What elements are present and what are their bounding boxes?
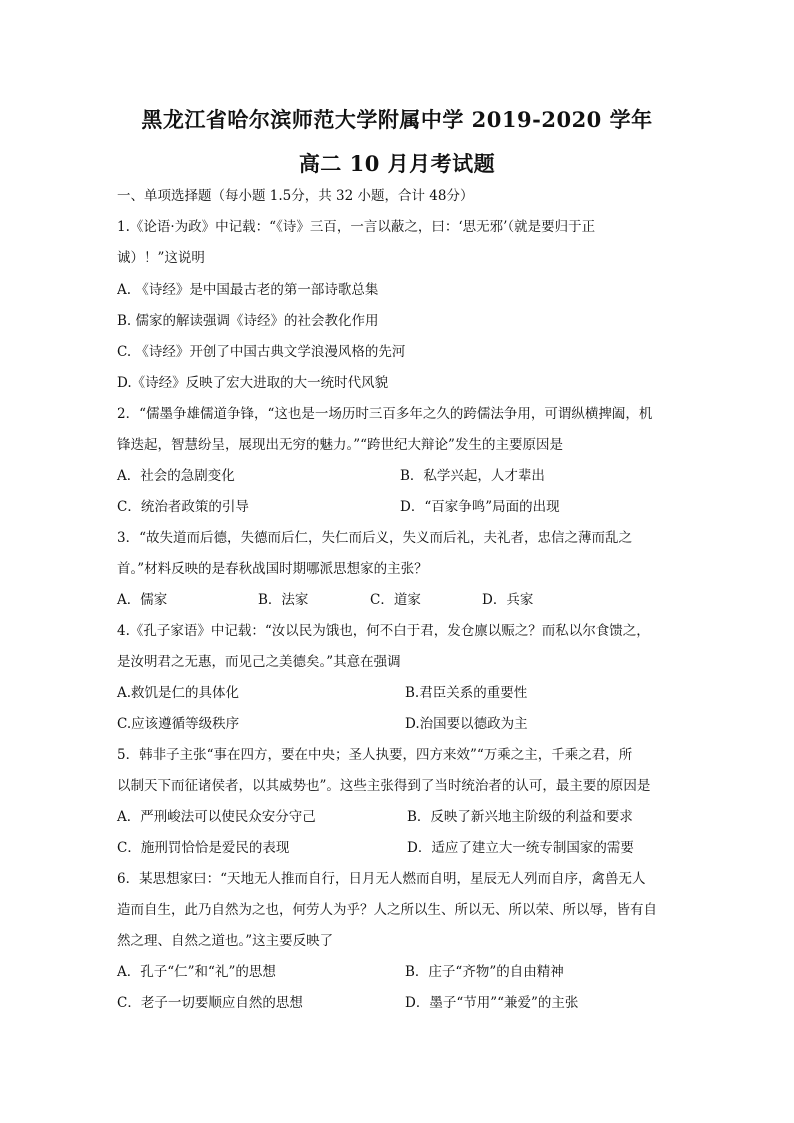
- question-4-option-b: B.君臣关系的重要性: [405, 685, 528, 701]
- question-5-stem-line-2: 以制天下而征诸侯者，以其威势也”。这些主张得到了当时统治者的认可，最主要的原因是: [117, 778, 651, 794]
- question-4-stem-line-1: 4.《孔子家语》中记载：“汝以民为饿也，何不白于君，发仓廪以赈之？而私以尔食馈之，: [117, 623, 650, 639]
- question-4-option-a: A.救饥是仁的具体化: [117, 685, 240, 701]
- question-6-option-b: B．庄子“齐物”的自由精神: [405, 964, 564, 980]
- question-1-option-d: D.《诗经》反映了宏大进取的大一统时代风貌: [117, 375, 389, 391]
- question-3-stem-line-1: 3．“故失道而后德，失德而后仁，失仁而后义，失义而后礼，夫礼者，忠信之薄而乱之: [117, 530, 632, 546]
- question-3-stem-line-2: 首。”材料反映的是春秋战国时期哪派思想家的主张？: [117, 561, 428, 577]
- question-5-option-c: C．施刑罚恰恰是爱民的表现: [117, 840, 290, 856]
- question-1-option-a: A. 《诗经》是中国最古老的第一部诗歌总集: [117, 282, 379, 298]
- question-4-stem-line-2: 是汝明君之无惠，而见己之美德矣。”其意在强调: [117, 654, 401, 670]
- question-1-option-b: B. 儒家的解读强调《诗经》的社会教化作用: [117, 313, 379, 329]
- question-3-option-d: D．兵家: [482, 592, 534, 608]
- question-6-option-c: C．老子一切要顺应自然的思想: [117, 995, 303, 1011]
- exam-subtitle: 高二 10 月月考试题: [298, 151, 496, 176]
- question-6-stem-line-1: 6．某思想家曰：“天地无人推而自行，日月无人燃而自明，星辰无人列而自序，禽兽无人: [117, 871, 646, 887]
- question-4-option-d: D.治国要以德政为主: [405, 716, 528, 732]
- question-3-option-b: B．法家: [258, 592, 309, 608]
- question-5-option-d: D．适应了建立大一统专制国家的需要: [407, 840, 634, 856]
- question-1-option-c: C. 《诗经》开创了中国古典文学浪漫风格的先河: [117, 344, 406, 360]
- question-1-stem-line-1: 1.《论语·为政》中记载：“《诗》三百，一言以蔽之，曰：‘思无邪’（就是要归于正: [117, 219, 596, 235]
- question-6-stem-line-3: 然之理、自然之道也。”这主要反映了: [117, 933, 334, 949]
- question-5-option-b: B．反映了新兴地主阶级的利益和要求: [407, 809, 633, 825]
- question-2-stem-line-2: 锋迭起，智慧纷呈，展现出无穷的魅力。”“跨世纪大辩论”发生的主要原因是: [117, 437, 563, 453]
- question-3-option-a: A．儒家: [117, 592, 168, 608]
- question-6-stem-line-2: 造而自生，此乃自然为之也，何劳人为乎？人之所以生、所以无、所以荣、所以辱，皆有自: [117, 902, 657, 918]
- question-5-stem-line-1: 5．韩非子主张“事在四方，要在中央；圣人执要，四方来效”“万乘之主，千乘之君，所: [117, 747, 633, 763]
- question-2-option-b: B．私学兴起，人才辈出: [400, 468, 545, 484]
- question-4-option-c: C.应该遵循等级秩序: [117, 716, 240, 732]
- question-6-option-d: D．墨子“节用”“兼爱”的主张: [405, 995, 579, 1011]
- question-5-option-a: A．严刑峻法可以使民众安分守己: [117, 809, 316, 825]
- section-heading: 一、单项选择题（每小题 1.5分，共 32 小题，合计 48分）: [117, 188, 474, 204]
- question-2-option-a: A．社会的急剧变化: [117, 468, 235, 484]
- question-2-option-c: C．统治者政策的引导: [117, 499, 249, 515]
- question-2-stem-line-1: 2．“儒墨争雄儒道争锋，“这也是一场历时三百多年之久的跨儒法争用，可谓纵横捭阖，机: [117, 406, 653, 422]
- exam-title: 黑龙江省哈尔滨师范大学附属中学 2019-2020 学年: [141, 107, 653, 132]
- question-3-option-c: C．道家: [370, 592, 421, 608]
- question-2-option-d: D．“百家争鸣”局面的出现: [400, 499, 560, 515]
- question-1-stem-line-2: 诚）！”这说明: [117, 250, 205, 266]
- question-6-option-a: A．孔子“仁”和“礼”的思想: [117, 964, 276, 980]
